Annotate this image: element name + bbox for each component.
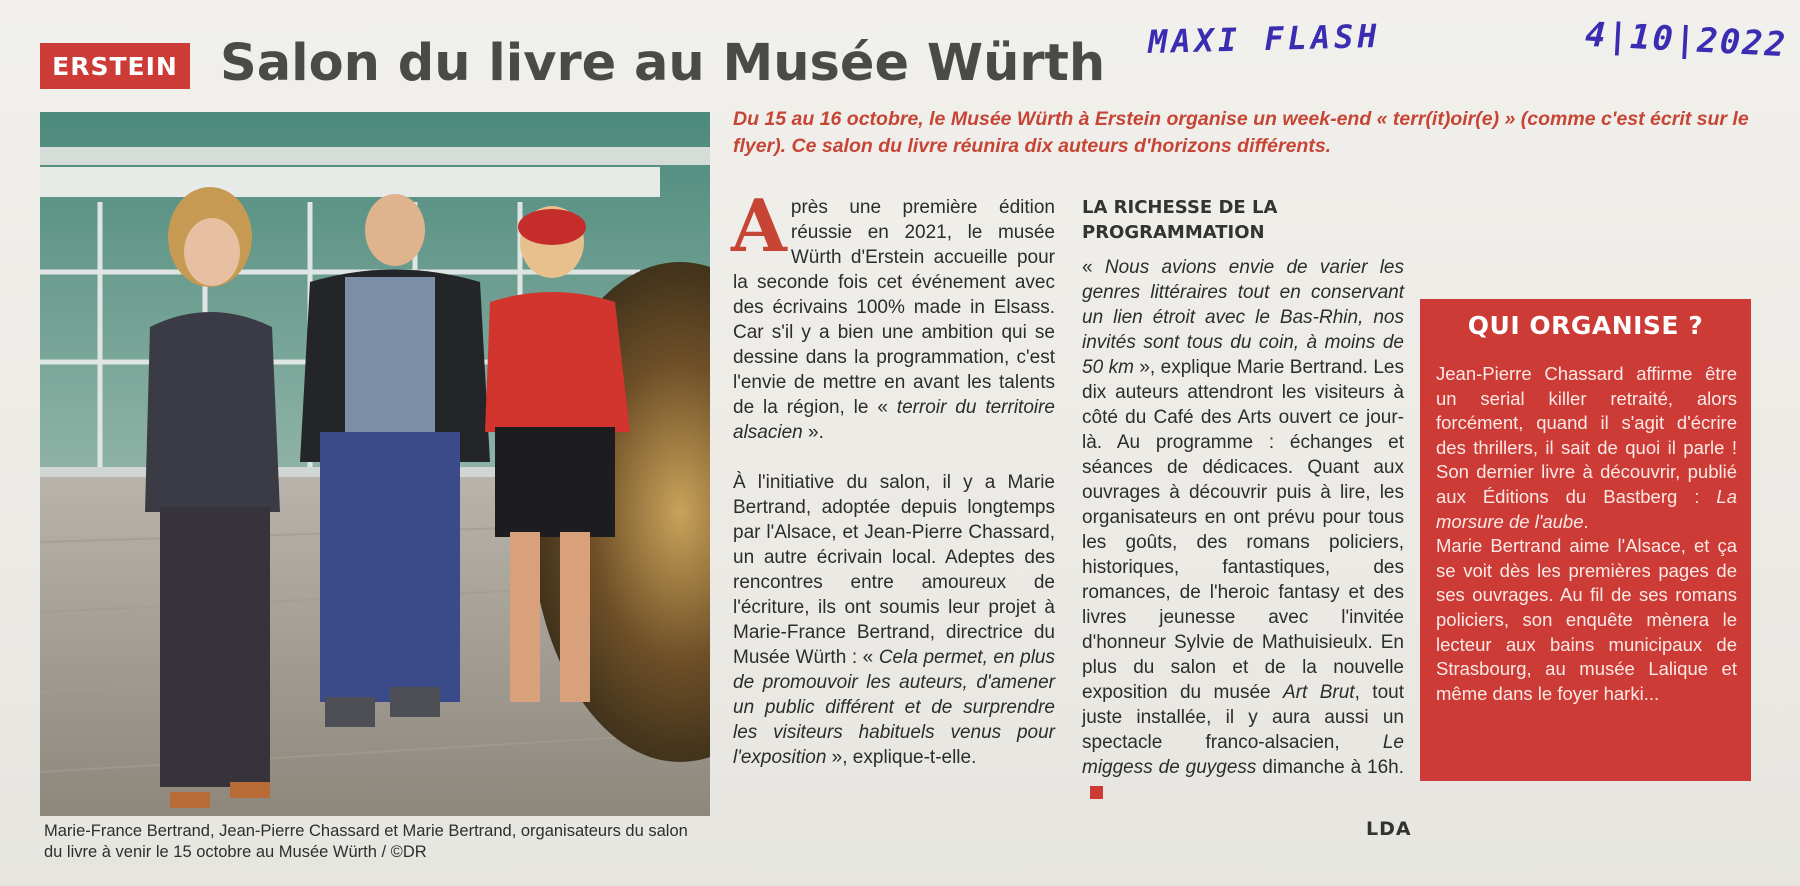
paragraph-3: « Nous avions envie de varier les genres littéraires tout en conservant un lien étroit avec le Bas-Rhin, nos invités sont tous du coin, à moins de 50 km », explique Marie Bertrand. Les dix auteurs attendront les visiteurs à côté du Café des Arts ouvert ce jour-là. Au programme : échanges et séances de dédicaces. Quant aux ouvrages à découvrir puis à lire, les organisateurs en ont prévu pour tous les goûts, des romans policiers, historiques, fantastiques, des romances, de l'heroic fantasy et des livres jeunesse avec l'invitée d'honneur Sylvie de Mathuisieulx. En plus du salon et de la nouvelle exposition du musée Art Brut, tout juste installée, il y aura aussi un spectacle franco-alsacien, Le miggess de guygess dimanche à 16h. bbox=[1082, 255, 1404, 805]
sidebar-title: QUI ORGANISE ? bbox=[1467, 311, 1704, 340]
sidebar-paragraph-1: Jean-Pierre Chassard affirme être un serial killer retraité, alors forcément, quand il s'agit d'écrire des thrillers, il sait de quoi il parle ! Son dernier livre à découvrir, publié aux Éditions du Bastberg : La morsure de l'aube. bbox=[1436, 363, 1737, 532]
handwritten-date-note: 4|10|2022 bbox=[1584, 14, 1789, 66]
handwritten-publication-note: MAXI FLASH bbox=[1147, 16, 1382, 62]
end-of-article-square-icon bbox=[1090, 786, 1103, 799]
article-column-1 bbox=[731, 183, 1055, 770]
sidebar-box bbox=[1420, 299, 1751, 781]
article-column-2 bbox=[1082, 195, 1404, 805]
sidebar-paragraph-2: Marie Bertrand aime l'Alsace, et ça se voit dès les premières pages de ses ouvrages. Au fil de ses romans policiers, son enquête mènera le lecteur aux bains municipaux de Strasbourg, au musée Lalique et même dans le foyer harki... bbox=[1436, 535, 1737, 704]
subheading: LA RICHESSE DE LA PROGRAMMATION bbox=[1082, 197, 1278, 243]
sidebar-body bbox=[1436, 362, 1737, 706]
photo-caption: Marie-France Bertrand, Jean-Pierre Chassard et Marie Bertrand, organisateurs du salon du livre à venir le 15 octobre au Musée Würth / ©DR bbox=[44, 822, 688, 861]
paragraph-1: Après une première édition réussie en 2021, le musée Würth d'Erstein accueille pour la seconde fois cet événement avec des écrivains 100% made in Elsass. Car s'il y a bien une ambition qui se dessine dans la programmation, c'est l'envie de mettre en avant les talents de la région, le « terroir du territoire alsacien ». bbox=[731, 183, 1055, 443]
paragraph-2: À l'initiative du salon, il y a Marie Bertrand, adoptée depuis longtemps par l'Alsace, et Jean-Pierre Chassard, un autre écrivain local. Adeptes des rencontres entre amoureux de l'écriture, ils ont soumis leur projet à Marie-France Bertrand, directrice du Musée Würth : « Cela permet, en plus de promouvoir les auteurs, d'amener un public différent et de surprendre les visiteurs habituels venus pour l'exposition », explique-t-elle. bbox=[733, 472, 1055, 768]
headline: Salon du livre au Musée Würth bbox=[220, 34, 1106, 93]
author-signature: LDA bbox=[1366, 818, 1412, 840]
article-lead: Du 15 au 16 octobre, le Musée Würth à Erstein organise un week-end « terr(it)oir(e) » (comme c'est écrit sur le flyer). Ce salon du livre réunira dix auteurs d'horizons différents. bbox=[733, 108, 1749, 157]
article-photo bbox=[40, 112, 710, 816]
drop-cap: A bbox=[731, 183, 787, 268]
section-badge: ERSTEIN bbox=[40, 43, 190, 89]
